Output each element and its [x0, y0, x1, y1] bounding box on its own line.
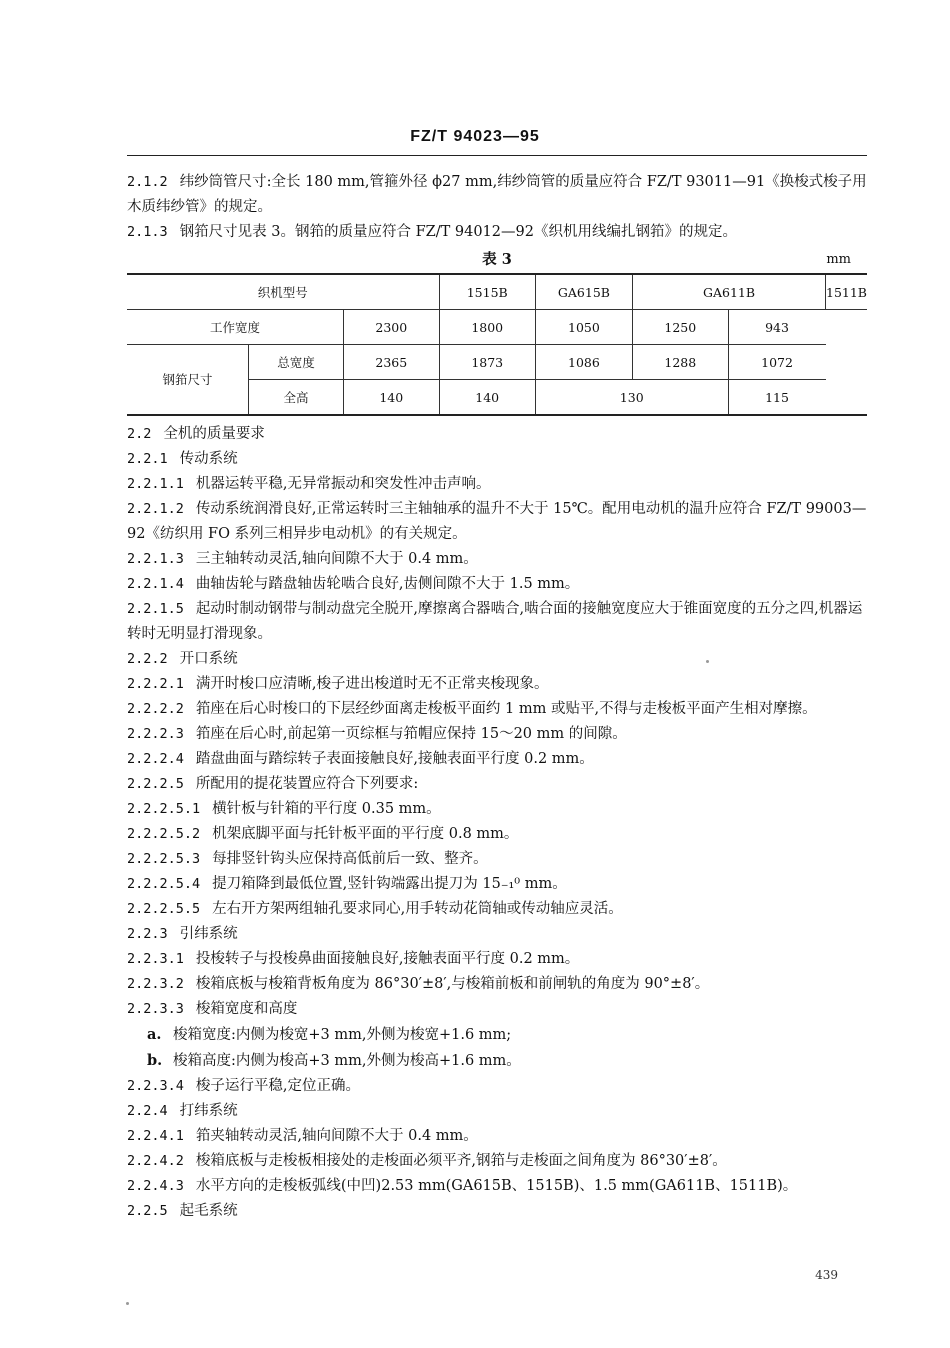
clause-number: 2.2.1.2 [127, 501, 184, 517]
clause-2-1-2 [127, 170, 867, 220]
clause [127, 497, 867, 547]
clause-number: 2.2.4 [127, 1103, 168, 1119]
total-width-cell: 2365 [344, 345, 440, 380]
clause-number: 2.2.2.5.2 [127, 826, 201, 842]
clause-number: 2.2.4.1 [127, 1128, 184, 1144]
clause-text: 梭箱底板与走梭板相接处的走梭面必须平齐,钢筘与走梭面之间角度为 86°30′±8′。 [195, 1153, 727, 1169]
clause-text: 左右开方架两组轴孔要求同心,用手转动花筒轴或传动轴应灵活。 [212, 901, 623, 917]
model-cell: 1511B [826, 274, 868, 310]
clause [127, 922, 867, 947]
clause-number: 2.1.2 [127, 174, 168, 190]
work-width-cell: 1250 [633, 310, 729, 345]
reed-size-label: 钢筘尺寸 [127, 345, 249, 416]
clause-number: 2.2.2.1 [127, 676, 184, 692]
clause [127, 547, 867, 572]
clause [127, 647, 867, 672]
clause [127, 447, 867, 472]
document-body [127, 170, 867, 1224]
clause [127, 722, 867, 747]
clause-text: 钢筘尺寸见表 3。钢筘的质量应符合 FZ/T 94012—92《织机用线编扎钢筘》的规定。 [179, 224, 737, 240]
clause-number: 2.2.2.5 [127, 776, 184, 792]
loom-model-label: 织机型号 [127, 274, 439, 310]
clause [127, 1074, 867, 1099]
total-width-cell: 1072 [728, 345, 825, 380]
model-cell: 1515B [439, 274, 535, 310]
table-unit: mm [826, 252, 851, 267]
clause-text: 梭箱宽度:内侧为梭宽+3 mm,外侧为梭宽+1.6 mm; [173, 1027, 512, 1043]
total-width-cell: 1086 [535, 345, 632, 380]
clause [127, 672, 867, 697]
clause-number: 2.2.5 [127, 1203, 168, 1219]
clause [127, 797, 867, 822]
height-cell: 140 [344, 380, 440, 416]
list-item [127, 1048, 867, 1074]
clause-text: 筘夹轴转动灵活,轴向间隙不大于 0.4 mm。 [195, 1128, 478, 1144]
scan-speck [126, 1302, 129, 1305]
clause [127, 947, 867, 972]
clause-number: 2.2.2.5.4 [127, 876, 201, 892]
total-width-cell: 1288 [633, 345, 729, 380]
model-cell: GA615B [535, 274, 632, 310]
clause-text: 起毛系统 [179, 1203, 238, 1219]
clause-text: 水平方向的走梭板弧线(中凹)2.53 mm(GA615B、1515B)、1.5 mm(GA611B、1511B)。 [195, 1178, 798, 1194]
clause-text: 引纬系统 [179, 926, 238, 942]
clause-text: 每排竖针钩头应保持高低前后一致、整齐。 [212, 851, 488, 867]
clause-number: 2.2.3.3 [127, 1001, 184, 1017]
work-width-cell: 2300 [344, 310, 440, 345]
clause-list [127, 422, 867, 1224]
clause [127, 897, 867, 922]
clause [127, 1149, 867, 1174]
clause [127, 1199, 867, 1224]
clause-text: 梭箱底板与梭箱背板角度为 86°30′±8′,与梭箱前板和前闸轨的角度为 90°±8′。 [195, 976, 710, 992]
clause [127, 997, 867, 1022]
clause-text: 满开时梭口应清晰,梭子进出梭道时无不正常夹梭现象。 [195, 676, 549, 692]
standard-header: FZ/T 94023—95 [410, 128, 540, 145]
height-cell: 140 [439, 380, 535, 416]
clause-text: 梭子运行平稳,定位正确。 [195, 1078, 361, 1094]
height-cell: 115 [728, 380, 825, 416]
clause-text: 横针板与针箱的平行度 0.35 mm。 [212, 801, 441, 817]
clause-number: 2.2.1.3 [127, 551, 184, 567]
work-width-cell: 943 [728, 310, 825, 345]
scan-speck [706, 660, 709, 663]
clause [127, 972, 867, 997]
clause-number: 2.2.2.2 [127, 701, 184, 717]
clause-text: 开口系统 [179, 651, 238, 667]
clause-number: 2.2.1.4 [127, 576, 184, 592]
work-width-cell: 1800 [439, 310, 535, 345]
clause-text: 打纬系统 [179, 1103, 238, 1119]
clause [127, 1124, 867, 1149]
clause [127, 872, 867, 897]
clause-text: 传动系统润滑良好,正常运转时三主轴轴承的温升不大于 15℃。配用电动机的温升应符合 FZ/T 99003—92《纺织用 FO 系列三相异步电动机》的有关规定。 [127, 501, 867, 542]
clause-number: 2.2.3.1 [127, 951, 184, 967]
clause [127, 697, 867, 722]
clause [127, 422, 867, 447]
table-row [127, 310, 867, 345]
clause [127, 572, 867, 597]
clause-number: 2.1.3 [127, 224, 168, 240]
clause-number: 2.2.2 [127, 651, 168, 667]
clause-number: 2.2.1 [127, 451, 168, 467]
clause-number: 2.2.3 [127, 926, 168, 942]
clause [127, 472, 867, 497]
item-label: a. [147, 1026, 162, 1043]
list-item [127, 1022, 867, 1048]
header-rule [127, 155, 867, 156]
table-row [127, 274, 867, 310]
table-row [127, 345, 867, 380]
work-width-cell: 1050 [535, 310, 632, 345]
clause [127, 772, 867, 797]
clause-text: 起动时制动钢带与制动盘完全脱开,摩擦离合器啮合,啮合面的接触宽度应大于锥面宽度的五分之四,机器运转时无明显打滑现象。 [127, 601, 863, 642]
height-label: 全高 [249, 380, 344, 416]
clause-number: 2.2.1.1 [127, 476, 184, 492]
clause-text: 投梭转子与投梭鼻曲面接触良好,接触表面平行度 0.2 mm。 [195, 951, 580, 967]
clause-number: 2.2.1.5 [127, 601, 184, 617]
clause-number: 2.2.2.5.5 [127, 901, 201, 917]
clause-text: 三主轴转动灵活,轴向间隙不大于 0.4 mm。 [195, 551, 478, 567]
clause-number: 2.2.2.5.1 [127, 801, 201, 817]
clause [127, 747, 867, 772]
table-caption-row [127, 247, 867, 273]
clause-number: 2.2.3.4 [127, 1078, 184, 1094]
clause-text: 机器运转平稳,无异常振动和突发性冲击声响。 [195, 476, 491, 492]
clause-text: 筘座在后心时,前起第一页综框与筘帽应保持 15～20 mm 的间隙。 [195, 726, 627, 742]
height-cell: 130 [535, 380, 728, 416]
item-label: b. [147, 1052, 163, 1069]
clause-text: 梭箱宽度和高度 [195, 1001, 298, 1017]
clause-number: 2.2.4.2 [127, 1153, 184, 1169]
clause-number: 2.2 [127, 426, 152, 442]
total-width-cell: 1873 [439, 345, 535, 380]
clause-text: 传动系统 [179, 451, 238, 467]
clause-number: 2.2.4.3 [127, 1178, 184, 1194]
clause [127, 847, 867, 872]
clause-number: 2.2.3.2 [127, 976, 184, 992]
clause-2-1-3 [127, 220, 867, 245]
page-number: 439 [815, 1268, 838, 1282]
work-width-label: 工作宽度 [127, 310, 344, 345]
clause [127, 597, 867, 647]
clause-text: 梭箱高度:内侧为梭高+3 mm,外侧为梭高+1.6 mm。 [173, 1053, 521, 1069]
clause [127, 1174, 867, 1199]
clause [127, 1099, 867, 1124]
clause-number: 2.2.2.5.3 [127, 851, 201, 867]
clause [127, 822, 867, 847]
clause-text: 踏盘曲面与踏综转子表面接触良好,接触表面平行度 0.2 mm。 [195, 751, 594, 767]
clause-text: 所配用的提花装置应符合下列要求: [195, 776, 419, 792]
clause-number: 2.2.2.4 [127, 751, 184, 767]
clause-number: 2.2.2.3 [127, 726, 184, 742]
clause-text: 曲轴齿轮与踏盘轴齿轮啮合良好,齿侧间隙不大于 1.5 mm。 [195, 576, 580, 592]
clause-text: 提刀箱降到最低位置,竖针钩端露出提刀为 15₋₁⁰ mm。 [212, 876, 567, 892]
clause-text: 筘座在后心时梭口的下层经纱面离走梭板平面约 1 mm 或贴平,不得与走梭板平面产生相对摩擦。 [195, 701, 817, 717]
table-caption: 表 3 [482, 251, 512, 268]
clause-text: 全机的质量要求 [163, 426, 265, 442]
model-cell: GA611B [633, 274, 826, 310]
clause-text: 机架底脚平面与托针板平面的平行度 0.8 mm。 [212, 826, 519, 842]
total-width-label: 总宽度 [249, 345, 344, 380]
clause-text: 纬纱筒管尺寸:全长 180 mm,管箍外径 ϕ27 mm,纬纱筒管的质量应符合 FZ/T 93011—91《换梭式梭子用木质纬纱管》的规定。 [127, 174, 867, 215]
reed-size-table [127, 273, 867, 416]
